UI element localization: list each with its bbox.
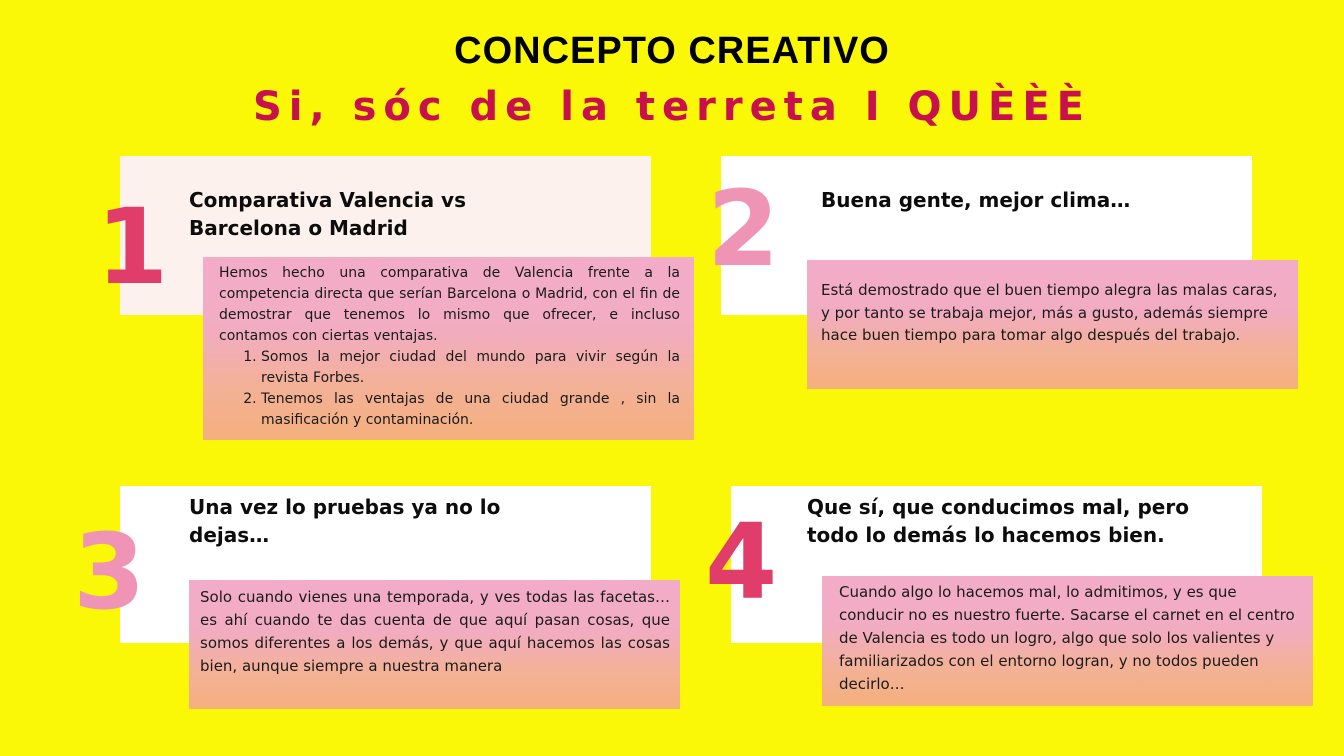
card-1-heading-line1: Comparativa Valencia vs bbox=[189, 188, 466, 212]
card-2-heading-line1: Buena gente, mejor clima… bbox=[821, 188, 1131, 212]
page-subtitle: Si, sóc de la terreta I QUÈÈÈ bbox=[252, 84, 1092, 130]
card-1-heading bbox=[189, 186, 466, 242]
card-4-heading bbox=[807, 493, 1189, 549]
card-3-heading bbox=[189, 493, 500, 549]
card-1-list bbox=[219, 347, 680, 431]
card-2-number: 2 bbox=[707, 168, 780, 290]
card-1-body: Hemos hecho una comparativa de Valencia frente a la competencia directa que serían Barcelona o Madrid, con el fin de demostrar que tenemos lo mismo que ofrecer, e incluso contamos con ciertas ventajas. bbox=[219, 265, 680, 344]
card-3-number: 3 bbox=[73, 511, 146, 633]
card-2-heading bbox=[821, 186, 1130, 214]
card-1-heading-line2: Barcelona o Madrid bbox=[189, 216, 408, 240]
card-3-heading-line2: dejas… bbox=[189, 523, 270, 547]
card-2-textbox bbox=[807, 260, 1298, 389]
card-1-number: 1 bbox=[96, 186, 169, 308]
card-4-number: 4 bbox=[705, 501, 778, 623]
page-title: CONCEPTO CREATIVO bbox=[454, 30, 890, 72]
card-2-body: Está demostrado que el buen tiempo alegra las malas caras, y por tanto se trabaja mejor, más a gusto, además siempre hace buen tiempo para tomar algo después del trabajo. bbox=[821, 281, 1278, 344]
card-1-textbox bbox=[203, 257, 694, 440]
card-1-list-item: 2. Tenemos las ventajas de una ciudad grande , sin la masificación y contaminación. bbox=[261, 389, 680, 431]
card-3-body: Solo cuando vienes una temporada, y ves todas las facetas… es ahí cuando te das cuenta de que aquí pasan cosas, que somos diferentes a los demás, y que aquí hacemos las cosas bien, aunque siempre a nuestra manera bbox=[200, 588, 670, 675]
card-4-body: Cuando algo lo hacemos mal, lo admitimos, y es que conducir no es nuestro fuerte. Sacarse el carnet en el centro de Valencia es todo un logro, algo que solo los valientes y familiarizados con el entorno logran, y no todos pueden decirlo… bbox=[839, 583, 1295, 693]
card-4-heading-line1: Que sí, que conducimos mal, pero bbox=[807, 495, 1189, 519]
card-3-heading-line1: Una vez lo pruebas ya no lo bbox=[189, 495, 501, 519]
card-4-textbox bbox=[822, 576, 1313, 706]
card-1-list-item: 1. Somos la mejor ciudad del mundo para vivir según la revista Forbes. bbox=[261, 347, 680, 389]
card-4-heading-line2: todo lo demás lo hacemos bien. bbox=[807, 523, 1165, 547]
card-3-textbox bbox=[189, 580, 680, 709]
